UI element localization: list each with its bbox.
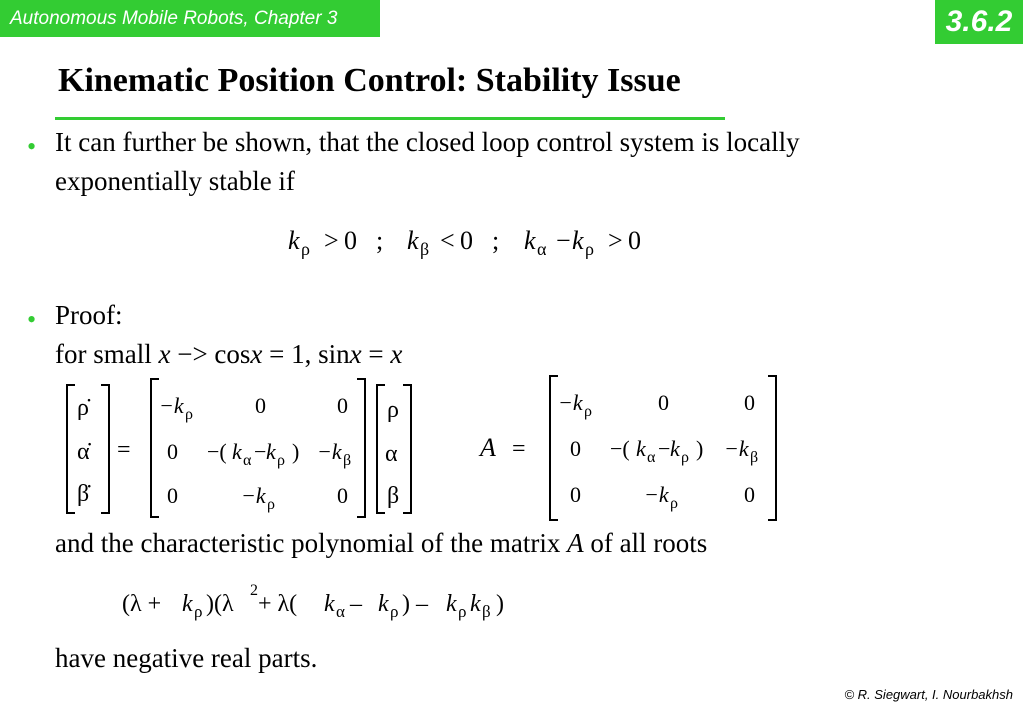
a-r3c2: −k bbox=[644, 482, 669, 507]
m-r2c1: 0 bbox=[167, 439, 178, 464]
roots-sentence bbox=[55, 528, 707, 559]
a-r2-k2: k bbox=[670, 436, 680, 461]
m-r2-k2: k bbox=[266, 439, 276, 464]
cond-minus: − bbox=[556, 226, 571, 255]
poly-sub-rho3: ρ bbox=[458, 602, 467, 621]
a-equals: = bbox=[512, 436, 526, 462]
lhs-beta-dot: β̇ bbox=[77, 481, 90, 507]
matrix-a-definition bbox=[478, 372, 788, 524]
m-r3c1: 0 bbox=[167, 483, 178, 508]
chapter-tab: Autonomous Mobile Robots, Chapter 3 bbox=[0, 0, 380, 37]
cond-sep2: ; bbox=[492, 226, 500, 255]
title-underline bbox=[55, 117, 725, 120]
a-r1c2: 0 bbox=[658, 390, 669, 415]
roots-after: of all roots bbox=[583, 528, 708, 558]
m-r3c3: 0 bbox=[337, 483, 348, 508]
m-r1c2: 0 bbox=[255, 393, 266, 418]
small-eq: = bbox=[361, 339, 391, 369]
poly-p3: + λ( bbox=[258, 591, 298, 617]
a-r2-sub-alpha: α bbox=[647, 449, 656, 466]
poly-minus: – bbox=[350, 591, 362, 617]
m-r2-minus: − bbox=[254, 439, 267, 464]
a-r3c2-sub: ρ bbox=[670, 495, 678, 512]
a-r2-sub-rho: ρ bbox=[681, 449, 689, 466]
small-prefix: for small bbox=[55, 339, 159, 369]
a-r2-open: −( bbox=[610, 436, 630, 461]
slide-title: Kinematic Position Control: Stability Issue bbox=[58, 62, 681, 99]
a-r2-k1: k bbox=[636, 436, 646, 461]
cond-k4: k bbox=[572, 226, 584, 255]
proof-label: Proof: bbox=[55, 300, 123, 330]
cond-lt: < bbox=[440, 226, 455, 255]
poly-sub-rho2: ρ bbox=[390, 602, 399, 621]
poly-k3: k bbox=[378, 591, 389, 617]
poly-sub-alpha: α bbox=[336, 602, 345, 621]
m-r2-sub-rho: ρ bbox=[277, 452, 285, 469]
small-angle-line bbox=[55, 339, 402, 370]
cond-sub-beta: β bbox=[420, 239, 430, 259]
bullet1-line2: exponentially stable if bbox=[55, 166, 295, 196]
rhs-beta: β bbox=[387, 483, 400, 509]
m-r3c2-sub: ρ bbox=[267, 496, 275, 513]
m-r1c1-sub: ρ bbox=[185, 406, 193, 423]
m-r2-sub-alpha: α bbox=[243, 452, 252, 469]
a-r3c3: 0 bbox=[744, 482, 755, 507]
cond-gt1: > bbox=[324, 226, 339, 255]
poly-p5: ) bbox=[496, 591, 504, 617]
cond-gt2: > bbox=[608, 226, 623, 255]
a-r2c3: −k bbox=[724, 436, 749, 461]
stability-condition bbox=[270, 215, 690, 265]
small-arrow: −> cos bbox=[170, 339, 251, 369]
cond-sub-rho1: ρ bbox=[301, 239, 310, 259]
poly-sub-beta: β bbox=[482, 602, 491, 621]
roots-a: A bbox=[567, 528, 584, 558]
bullet1-line1: It can further be shown, that the closed loop control system is locally bbox=[55, 127, 800, 157]
m-r3c2: −k bbox=[241, 483, 266, 508]
rhs-alpha: α bbox=[385, 441, 398, 467]
m-r2c3: −k bbox=[317, 439, 342, 464]
poly-k5: k bbox=[470, 591, 481, 617]
poly-squared: 2 bbox=[250, 582, 258, 599]
characteristic-polynomial bbox=[118, 575, 538, 625]
cond-k3: k bbox=[524, 226, 536, 255]
cond-zero1: 0 bbox=[344, 226, 357, 255]
small-x3: x bbox=[349, 339, 362, 369]
a-r2c1: 0 bbox=[570, 436, 581, 461]
poly-p2: )(λ bbox=[206, 591, 234, 617]
conclusion: have negative real parts. bbox=[55, 643, 318, 673]
linearized-system-equation bbox=[55, 375, 435, 520]
cond-sep1: ; bbox=[376, 226, 384, 255]
poly-k1: k bbox=[182, 591, 193, 617]
a-r1c3: 0 bbox=[744, 390, 755, 415]
poly-k2: k bbox=[324, 591, 335, 617]
a-label: A bbox=[480, 433, 496, 462]
roots-before: and the characteristic polynomial of the matrix bbox=[55, 528, 568, 558]
a-r1c1: −k bbox=[558, 390, 583, 415]
m-r2c3-sub: β bbox=[343, 452, 352, 469]
cond-sub-rho2: ρ bbox=[585, 239, 594, 259]
m-r2-close: ) bbox=[292, 439, 300, 464]
copyright-footer: © R. Siegwart, I. Nourbakhsh bbox=[844, 687, 1013, 702]
bullet-marker-2: • bbox=[27, 305, 37, 334]
bullet-marker-1: • bbox=[27, 132, 37, 161]
a-r2-close: ) bbox=[696, 436, 704, 461]
poly-p1: (λ + bbox=[122, 591, 162, 617]
lhs-rho-dot: ρ̇ bbox=[77, 395, 89, 421]
poly-k4: k bbox=[446, 591, 457, 617]
rhs-rho: ρ bbox=[387, 397, 399, 423]
lhs-alpha-dot: α̇ bbox=[77, 439, 90, 465]
cond-k2: k bbox=[407, 226, 419, 255]
poly-sub-rho1: ρ bbox=[194, 602, 203, 621]
a-r2c3-sub: β bbox=[750, 449, 759, 466]
a-r3c1: 0 bbox=[570, 482, 581, 507]
cond-zero2: 0 bbox=[460, 226, 473, 255]
small-x4: x bbox=[390, 339, 403, 369]
small-mid: = 1, sin bbox=[262, 339, 350, 369]
section-badge: 3.6.2 bbox=[935, 0, 1023, 44]
system-equals: = bbox=[117, 437, 131, 463]
a-r1c1-sub: ρ bbox=[584, 403, 592, 420]
cond-k1: k bbox=[288, 226, 300, 255]
m-r2-open: −( bbox=[207, 439, 227, 464]
cond-zero3: 0 bbox=[628, 226, 641, 255]
a-r2-minus: − bbox=[658, 436, 671, 461]
m-r2-k1: k bbox=[232, 439, 242, 464]
cond-sub-alpha: α bbox=[537, 239, 547, 259]
m-r1c1: −k bbox=[159, 393, 184, 418]
small-x1: x bbox=[158, 339, 171, 369]
m-r1c3: 0 bbox=[337, 393, 348, 418]
small-x2: x bbox=[250, 339, 263, 369]
poly-p4: ) – bbox=[402, 591, 428, 617]
